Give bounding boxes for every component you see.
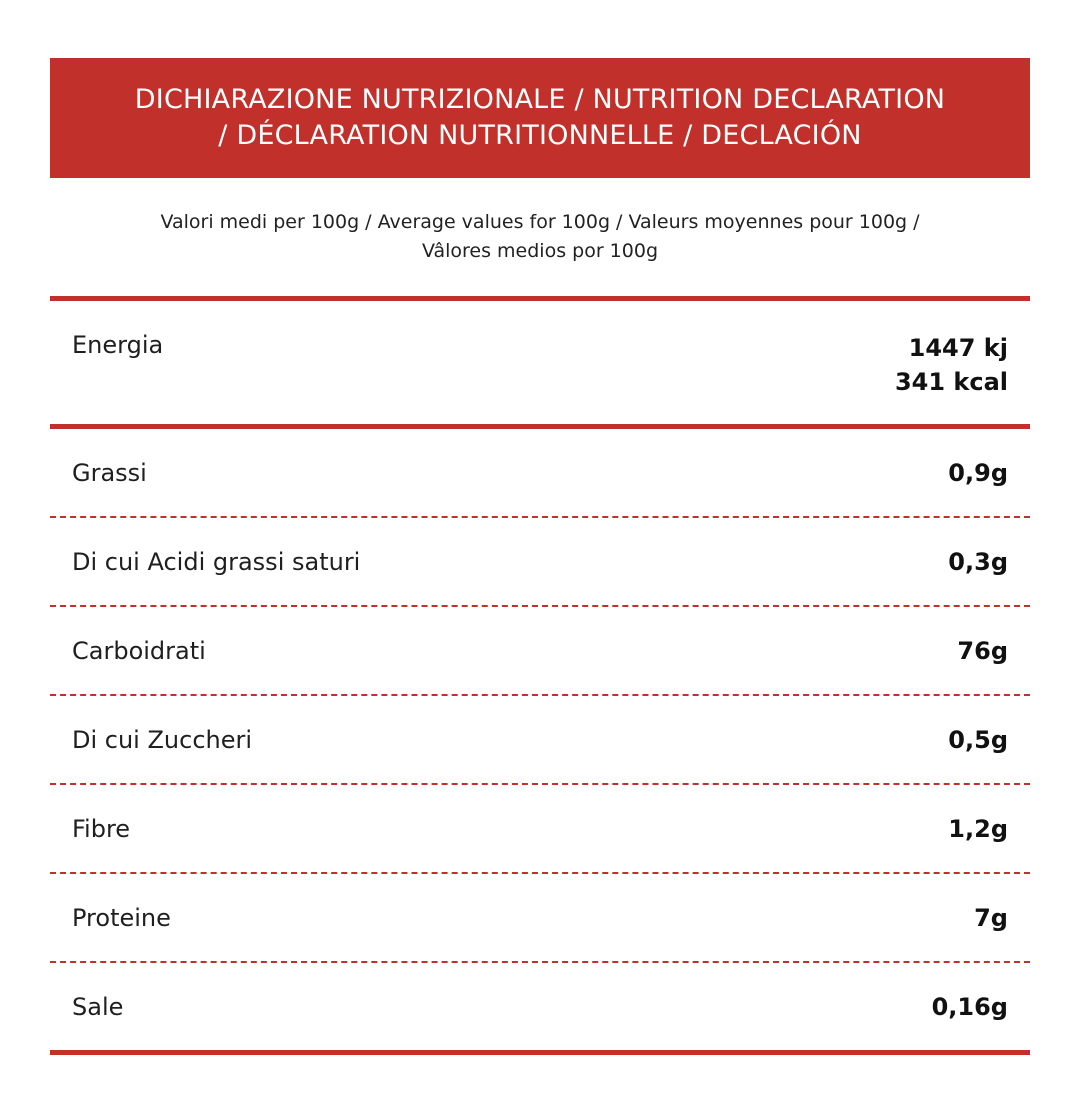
nutrient-value: 0,16g — [931, 992, 1008, 1021]
subtitle-line-1: Valori medi per 100g / Average values for 100g / Valeurs moyennes pour 100g / — [160, 211, 920, 233]
header-title-line-2: / DÉCLARATION NUTRITIONNELLE / DECLACIÓN — [218, 120, 862, 151]
table-header — [50, 58, 1030, 178]
nutrient-label: Proteine — [72, 903, 171, 932]
nutrient-row-fibre — [50, 785, 1030, 872]
nutrient-row-carboidrati — [50, 607, 1030, 694]
nutrition-table — [50, 58, 1030, 1055]
energy-label: Energia — [72, 331, 164, 359]
nutrient-value: 0,9g — [948, 458, 1008, 487]
nutrient-value: 0,5g — [948, 725, 1008, 754]
nutrient-row-grassi — [50, 429, 1030, 516]
nutrient-label: Sale — [72, 992, 124, 1021]
nutrient-label: Grassi — [72, 458, 147, 487]
nutrient-row-zuccheri — [50, 696, 1030, 783]
nutrient-row-proteine — [50, 874, 1030, 961]
energy-row — [50, 301, 1030, 424]
nutrient-value: 0,3g — [948, 547, 1008, 576]
nutrient-value: 1,2g — [948, 814, 1008, 843]
energy-kcal-value: 341 kcal — [894, 368, 1008, 396]
nutrient-value: 76g — [957, 636, 1008, 665]
header-title-line-1: DICHIARAZIONE NUTRIZIONALE / NUTRITION DECLARATION — [134, 84, 946, 115]
header-title — [115, 82, 965, 154]
solid-divider — [50, 1050, 1030, 1055]
energy-kj-value: 1447 kj — [908, 334, 1008, 362]
nutrient-row-saturi — [50, 518, 1030, 605]
nutrient-row-sale — [50, 963, 1030, 1050]
subtitle-line-2: Vâlores medios por 100g — [421, 240, 659, 262]
nutrient-label: Di cui Acidi grassi saturi — [72, 547, 361, 576]
nutrient-label: Fibre — [72, 814, 131, 843]
energy-values — [895, 331, 1008, 399]
nutrient-value: 7g — [974, 903, 1008, 932]
nutrient-label: Di cui Zuccheri — [72, 725, 253, 754]
subtitle — [50, 178, 1030, 296]
nutrient-label: Carboidrati — [72, 636, 206, 665]
